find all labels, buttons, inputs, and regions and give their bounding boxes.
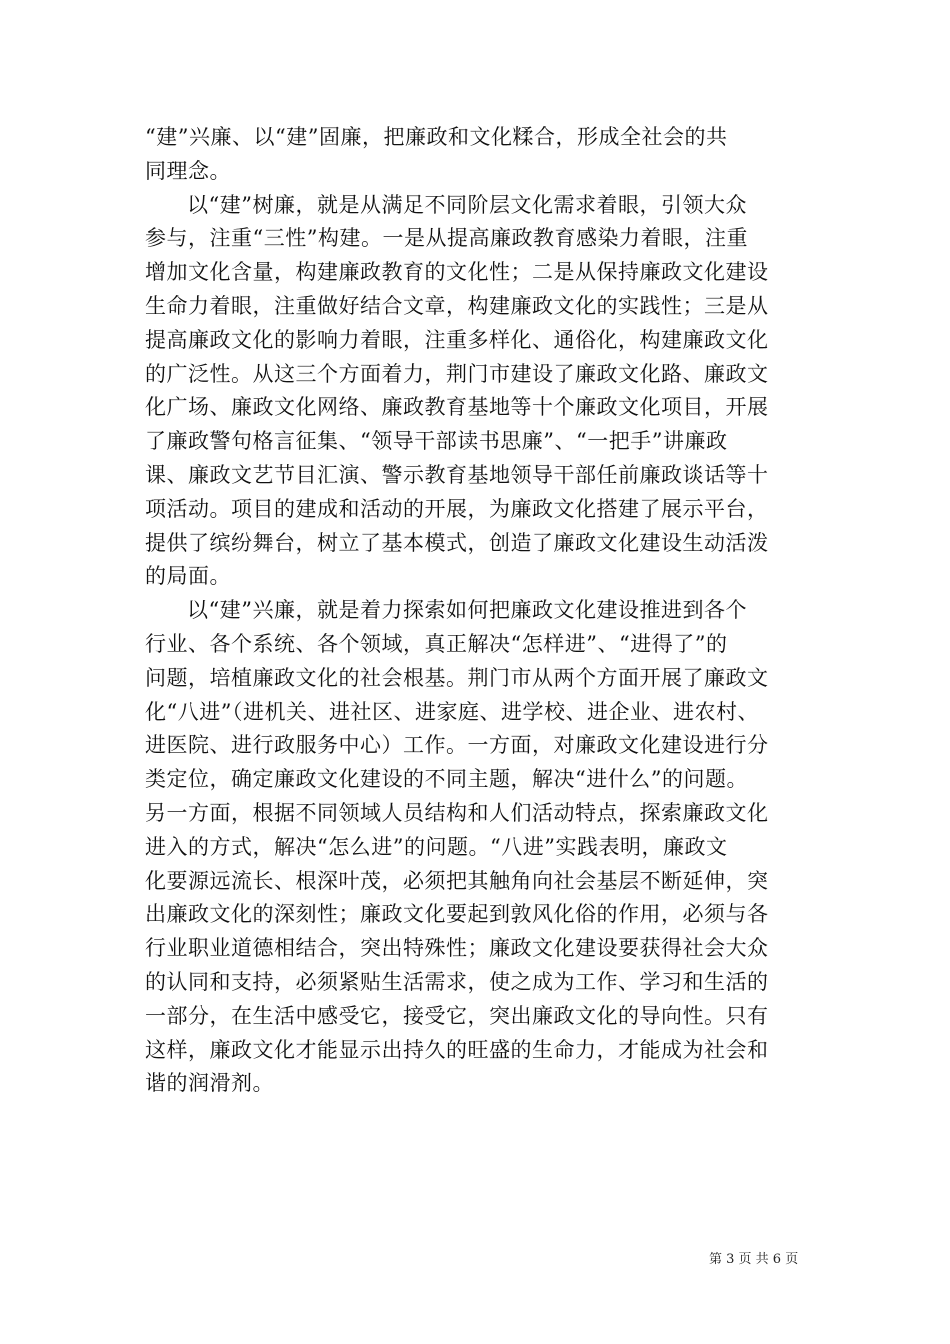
text-line: 进入的方式，解决“怎么进”的问题。“八进”实践表明，廉政文 [145, 834, 728, 859]
text-line: 化“八进”（进机关、进社区、进家庭、进学校、进企业、进农村、 [145, 699, 759, 724]
body-text [145, 121, 805, 1101]
paragraph [145, 121, 805, 189]
text-line: 问题，培植廉政文化的社会根基。荆门市从两个方面开展了廉政文 [145, 665, 769, 690]
text-line: 行业职业道德相结合，突出特殊性；廉政文化建设要获得社会大众 [145, 936, 769, 961]
text-line: 了廉政警句格言征集、“领导干部读书思廉”、“一把手”讲廉政 [145, 429, 728, 454]
page-number-footer: 第 3 页 共 6 页 [709, 1252, 799, 1267]
text-line: 另一方面，根据不同领域人员结构和人们活动特点，探索廉政文化 [145, 800, 769, 825]
text-line: 一部分，在生活中感受它，接受它，突出廉政文化的导向性。只有 [145, 1003, 769, 1028]
paragraph [145, 594, 805, 1101]
text-line: 生命力着眼，注重做好结合文章，构建廉政文化的实践性；三是从 [145, 293, 769, 318]
text-line: “建”兴廉、以“建”固廉，把廉政和文化糅合，形成全社会的共 [145, 125, 728, 149]
text-line: 化广场、廉政文化网络、廉政教育基地等十个廉政文化项目，开展 [145, 395, 769, 420]
text-line: 增加文化含量，构建廉政教育的文化性；二是从保持廉政文化建设 [145, 260, 769, 285]
text-line: 行业、各个系统、各个领域，真正解决“怎样进”、“进得了”的 [145, 631, 728, 656]
text-line: 同理念。 [145, 158, 231, 183]
text-line: 这样，廉政文化才能显示出持久的旺盛的生命力，才能成为社会和 [145, 1037, 769, 1062]
text-line: 以“建”树廉，就是从满足不同阶层文化需求着眼，引领大众 [187, 192, 747, 217]
text-line: 进医院、进行政服务中心）工作。一方面，对廉政文化建设进行分 [145, 733, 769, 758]
text-line: 提供了缤纷舞台，树立了基本模式，创造了廉政文化建设生动活泼 [145, 530, 769, 555]
text-line: 的认同和支持，必须紧贴生活需求，使之成为工作、学习和生活的 [145, 969, 769, 994]
text-line: 谐的润滑剂。 [145, 1071, 274, 1096]
text-line: 参与，注重“三性”构建。一是从提高廉政教育感染力着眼，注重 [145, 226, 748, 251]
paragraph [145, 189, 805, 595]
text-line: 的局面。 [145, 564, 231, 589]
text-line: 化要源远流长、根深叶茂，必须把其触角向社会基层不断延伸，突 [145, 868, 769, 893]
text-line: 出廉政文化的深刻性；廉政文化要起到敦风化俗的作用，必须与各 [145, 902, 769, 927]
text-line: 项活动。项目的建成和活动的开展，为廉政文化搭建了展示平台， [145, 496, 769, 521]
text-line: 以“建”兴廉，就是着力探索如何把廉政文化建设推进到各个 [187, 598, 747, 623]
text-line: 的广泛性。从这三个方面着力，荆门市建设了廉政文化路、廉政文 [145, 361, 769, 386]
text-line: 类定位，确定廉政文化建设的不同主题，解决“进什么”的问题。 [145, 767, 748, 792]
text-line: 课、廉政文艺节目汇演、警示教育基地领导干部任前廉政谈话等十 [145, 462, 769, 487]
text-line: 提高廉政文化的影响力着眼，注重多样化、通俗化，构建廉政文化 [145, 327, 769, 352]
